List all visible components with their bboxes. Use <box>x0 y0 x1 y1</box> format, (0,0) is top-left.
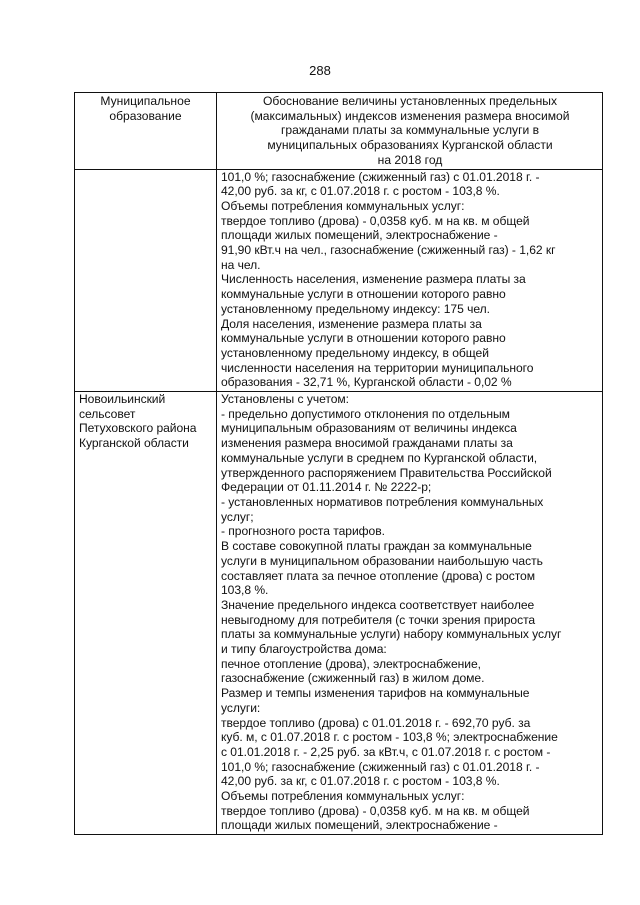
text-line: - установленных нормативов потребления коммунальных <box>221 494 544 509</box>
text-line: Объемы потребления коммунальных услуг: <box>221 789 465 804</box>
text-line: - прогнозного роста тарифов. <box>221 524 385 539</box>
text-line: твердое топливо (дрова) - 0,0358 куб. м на кв. м общей <box>221 803 530 818</box>
text-line: (максимальных) индексов изменения размера вносимой <box>250 108 570 123</box>
table-header-row <box>75 93 603 170</box>
text-line: площади жилых помещений, электроснабжение - <box>221 228 498 243</box>
text-line: твердое топливо (дрова) - 0,0358 куб. м на кв. м общей <box>221 213 530 228</box>
text-line: Муниципальное <box>100 94 191 108</box>
text-line: 101,0 %; газоснабжение (сжиженный газ) с 01.01.2018 г. - <box>221 759 540 774</box>
text-line: муниципальных образованиях Курганской области <box>267 138 553 153</box>
text-line: печное отопление (дрова), электроснабжение, <box>221 656 481 671</box>
text-line: утвержденного распоряжением Правительства Российской <box>221 465 552 480</box>
table-row <box>75 392 603 835</box>
justification-cell <box>217 392 603 835</box>
text-line: на чел. <box>221 257 261 272</box>
text-line: на 2018 год <box>377 152 443 167</box>
text-line: Объемы потребления коммунальных услуг: <box>221 198 465 213</box>
text-line: Численность населения, изменение размера платы за <box>221 272 526 287</box>
text-line: Федерации от 01.11.2014 г. № 2222-р; <box>221 480 432 495</box>
text-line: установленному предельному индексу: 175 чел. <box>221 301 490 316</box>
header-justification-cell <box>217 93 603 170</box>
table-row <box>75 169 603 392</box>
justification-cell <box>217 169 603 392</box>
text-line: гражданами платы за коммунальные услуги в <box>280 123 540 138</box>
text-line: Петуховского района <box>79 421 197 436</box>
text-line: Доля населения, изменение размера платы за <box>221 316 482 331</box>
header-municipality-cell <box>75 93 217 170</box>
text-line: Новоильинский <box>79 392 166 407</box>
text-line: платы за коммунальные услуги) набору коммунальных услуг <box>221 627 562 642</box>
text-line: площади жилых помещений, электроснабжение - <box>221 818 498 833</box>
text-line: Обоснование величины установленных предельных <box>262 94 558 108</box>
text-line: образования - 32,71 %, Курганской области - 0,02 % <box>221 375 512 390</box>
municipality-cell <box>75 392 217 835</box>
text-line: изменения размера вносимой гражданами платы за <box>221 436 513 451</box>
text-line: численности населения на территории муниципального <box>221 360 534 375</box>
text-line: коммунальные услуги в отношении которого равно <box>221 331 506 346</box>
text-line: услуги в муниципальном образовании наибольшую часть <box>221 553 543 568</box>
text-line: коммунальные услуги в отношении которого равно <box>221 287 506 302</box>
page-number: 288 <box>309 63 331 78</box>
text-line: Курганской области <box>79 436 189 451</box>
text-line: муниципальным образованиям от величины индекса <box>221 421 517 436</box>
text-line: 42,00 руб. за кг, с 01.07.2018 г. с ростом - 103,8 %. <box>221 774 500 789</box>
text-line: 91,90 кВт.ч на чел., газоснабжение (сжиженный газ) - 1,62 кг <box>221 243 556 258</box>
text-line: В составе совокупной платы граждан за коммунальные <box>221 539 532 554</box>
text-line: коммунальные услуги в среднем по Курганской области, <box>221 450 538 465</box>
text-line: невыгодному для потребителя (с точки зрения прироста <box>221 612 536 627</box>
text-line: и типу благоустройства дома: <box>221 642 387 657</box>
text-line: Значение предельного индекса соответствует наиболее <box>221 597 535 612</box>
text-line: Размер и темпы изменения тарифов на коммунальные <box>221 686 530 701</box>
text-line: газоснабжение (сжиженный газ) в жилом доме. <box>221 671 485 686</box>
text-line: составляет плата за печное отопление (дрова) с ростом <box>221 568 535 583</box>
text-line: 101,0 %; газоснабжение (сжиженный газ) с 01.01.2018 г. - <box>221 169 540 184</box>
text-line: услуг; <box>221 509 254 524</box>
municipality-cell <box>75 169 217 392</box>
text-line: Установлены с учетом: <box>221 392 349 407</box>
text-line: сельсовет <box>79 406 136 421</box>
text-line: с 01.01.2018 г. - 2,25 руб. за кВт.ч, с 01.07.2018 г. с ростом - <box>221 744 551 759</box>
tariff-justification-table <box>74 92 603 835</box>
text-line: образование <box>109 108 182 123</box>
text-line: установленному предельному индексу, в общей <box>221 345 489 360</box>
text-line: - предельно допустимого отклонения по отдельным <box>221 406 510 421</box>
text-line: 42,00 руб. за кг, с 01.07.2018 г. с ростом - 103,8 %. <box>221 184 500 199</box>
text-line: 103,8 %. <box>221 583 269 598</box>
text-line: куб. м, с 01.07.2018 г. с ростом - 103,8 %; электроснабжение <box>221 730 558 745</box>
text-line: услуги: <box>221 700 261 715</box>
text-line: твердое топливо (дрова) с 01.01.2018 г. - 692,70 руб. за <box>221 715 531 730</box>
